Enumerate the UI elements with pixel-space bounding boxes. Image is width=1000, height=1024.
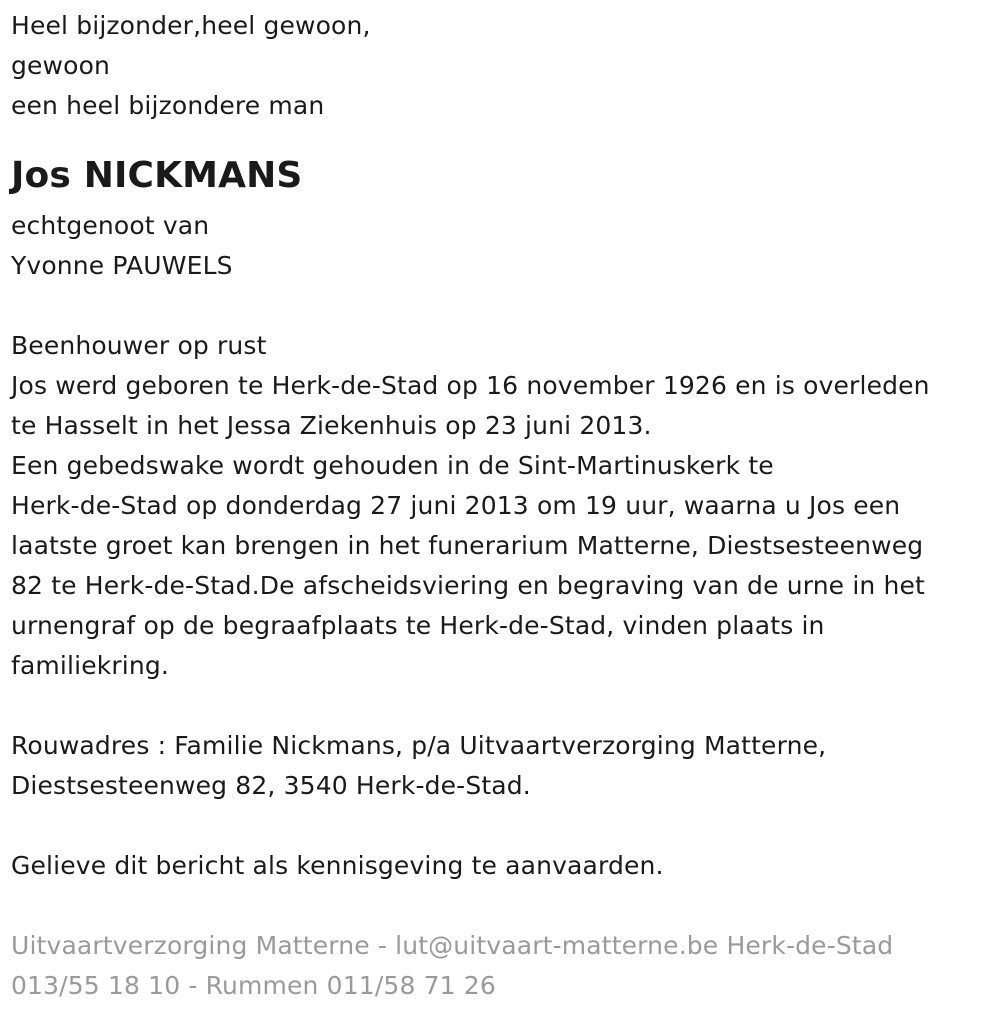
footer-block xyxy=(11,926,991,1006)
footer-line: 013/55 18 10 - Rummen 011/58 71 26 xyxy=(11,971,496,1000)
spouse-line: echtgenoot van xyxy=(11,211,210,240)
body-line: familiekring. xyxy=(11,651,170,680)
body-line: 82 te Herk-de-Stad.De afscheidsviering en begraving van de urne in het xyxy=(11,571,925,600)
spouse-line: Yvonne PAUWELS xyxy=(11,251,233,280)
body-line: Een gebedswake wordt gehouden in de Sint-Martinuskerk te xyxy=(11,451,774,480)
body-line: Jos werd geboren te Herk-de-Stad op 16 november 1926 en is overleden xyxy=(11,371,930,400)
body-line: Herk-de-Stad op donderdag 27 juni 2013 om 19 uur, waarna u Jos een xyxy=(11,491,901,520)
body-line: te Hasselt in het Jessa Ziekenhuis op 23 juni 2013. xyxy=(11,411,652,440)
body-line: Beenhouwer op rust xyxy=(11,331,267,360)
address-line: Rouwadres : Familie Nickmans, p/a Uitvaartverzorging Matterne, xyxy=(11,731,827,760)
intro-block xyxy=(11,6,991,126)
intro-line: Heel bijzonder,heel gewoon, xyxy=(11,11,371,40)
address-block xyxy=(11,726,991,806)
deceased-name: Jos NICKMANS xyxy=(11,155,303,196)
body-line: urnengraf op de begraafplaats te Herk-de-Stad, vinden plaats in xyxy=(11,611,825,640)
obituary-notice xyxy=(11,6,991,1006)
address-line: Diestsesteenweg 82, 3540 Herk-de-Stad. xyxy=(11,771,531,800)
intro-line: een heel bijzondere man xyxy=(11,91,325,120)
footer-line: Uitvaartverzorging Matterne - lut@uitvaart-matterne.be Herk-de-Stad xyxy=(11,931,894,960)
body-line: laatste groet kan brengen in het funerarium Matterne, Diestsesteenweg xyxy=(11,531,924,560)
body-block xyxy=(11,326,991,686)
request-line: Gelieve dit bericht als kennisgeving te aanvaarden. xyxy=(11,851,664,880)
intro-line: gewoon xyxy=(11,51,111,80)
spouse-block xyxy=(11,206,991,286)
